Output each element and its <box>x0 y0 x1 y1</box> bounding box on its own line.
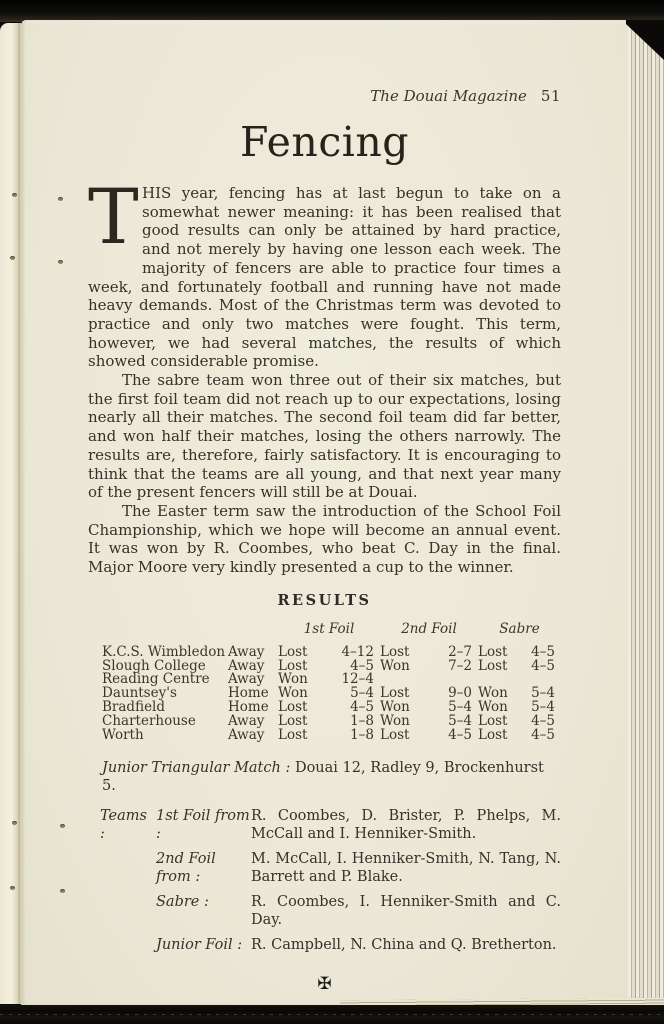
stitch-mark <box>58 197 63 201</box>
score-cell: 4–12 <box>341 643 374 660</box>
stitch-mark <box>10 256 15 260</box>
teams-label: Teams : <box>100 808 147 842</box>
result-cell: Lost <box>278 643 308 660</box>
team-entry-label: Junior Foil : <box>156 937 243 954</box>
results-column-headers <box>102 621 561 637</box>
results-heading: RESULTS <box>277 591 372 609</box>
team-name-cell: Worth <box>102 726 144 743</box>
result-cell: Lost <box>380 643 410 660</box>
column-header-2nd-foil: 2nd Foil <box>401 620 457 637</box>
score-cell: 5–4 <box>531 685 555 702</box>
column-header-sabre: Sabre <box>499 620 540 637</box>
result-cell: Won <box>478 698 508 715</box>
team-entry-names: R. Coombes, D. Brister, P. Phelps, M. McCall and I. Henniker-Smith. <box>251 808 561 842</box>
team-name-cell: Reading Centre <box>102 671 210 688</box>
maltese-cross-icon: ✠ <box>317 973 332 994</box>
article-body <box>88 172 561 577</box>
stitch-mark <box>10 886 15 890</box>
team-entry-label: 2nd Foil from : <box>156 851 216 885</box>
team-entry <box>100 894 561 929</box>
team-entry-label: 1st Foil from : <box>156 808 250 842</box>
score-cell: 4–5 <box>531 657 555 674</box>
magazine-page <box>21 20 628 1006</box>
junior-match-label: Junior Triangular Match : <box>102 760 291 777</box>
article-title: Fencing <box>239 118 410 166</box>
team-entry-names: M. McCall, I. Henniker-Smith, N. Tang, N. Barrett and P. Blake. <box>251 851 561 885</box>
result-cell: Lost <box>278 726 308 743</box>
stitch-mark <box>12 193 17 197</box>
score-cell: 4–5 <box>350 698 374 715</box>
venue-cell: Home <box>228 685 269 702</box>
result-cell: Lost <box>278 698 308 715</box>
stitch-mark <box>60 889 65 893</box>
result-cell: Lost <box>478 643 508 660</box>
score-cell: 1–8 <box>350 712 374 729</box>
drop-cap: T <box>88 172 139 261</box>
paragraph-1-text: HIS year, fencing has at last begun to take on a somewhat newer meaning: it has been realised that good results can only be attained by hard practice, and not merely by having one lesson each week. The majority of fencers are able to practice four times a week, and fortunately football and running have not made heavy demands. Most of the Christmas term was devoted to practice and only two matches were fought. This term, however, we had several matches, the results of which showed considerable promise. <box>88 184 561 371</box>
score-cell: 4–5 <box>531 726 555 743</box>
team-entry <box>100 937 561 955</box>
paragraph-3: The Easter term saw the introduction of the School Foil Championship, which we hope will become an annual event. It was won by R. Coombes, who beat C. Day in the final. Major Moore very kindly presented a cup to the winner. <box>88 501 561 577</box>
team-name-cell: K.C.S. Wimbledon <box>102 643 226 660</box>
table-row <box>102 726 561 743</box>
team-name-cell: Charterhouse <box>102 712 196 729</box>
team-entry <box>100 808 561 843</box>
venue-cell: Away <box>228 726 265 743</box>
running-head <box>88 87 561 106</box>
book-cover-top <box>0 0 664 22</box>
junior-match-line <box>88 759 561 795</box>
result-cell: Lost <box>278 712 308 729</box>
score-cell: 7–2 <box>448 657 472 674</box>
score-cell: 1–8 <box>350 726 374 743</box>
score-cell: 4–5 <box>350 657 374 674</box>
result-cell: Lost <box>278 657 308 674</box>
page-content <box>88 20 561 993</box>
stitch-mark <box>58 260 63 264</box>
book-cover-bottom <box>0 1005 664 1024</box>
team-name-cell: Dauntsey's <box>102 685 177 702</box>
venue-cell: Away <box>228 657 265 674</box>
stitch-mark <box>60 824 65 828</box>
teams-section <box>88 808 561 955</box>
paragraph-1 <box>88 172 561 371</box>
team-name-cell: Slough College <box>102 657 206 674</box>
score-cell: 9–0 <box>448 685 472 702</box>
score-cell: 5–4 <box>448 712 472 729</box>
result-cell: Won <box>380 657 410 674</box>
venue-cell: Away <box>228 643 265 660</box>
score-cell: 5–4 <box>448 698 472 715</box>
score-cell: 4–5 <box>448 726 472 743</box>
score-cell: 2–7 <box>448 643 472 660</box>
junior-match-text: Douai 12, Radley 9, Brockenhurst 5. <box>102 760 544 795</box>
result-cell: Lost <box>478 712 508 729</box>
result-cell: Won <box>278 671 308 688</box>
page-number: 51 <box>540 87 561 105</box>
result-cell: Lost <box>478 726 508 743</box>
result-cell: Won <box>278 685 308 702</box>
team-entry <box>100 851 561 886</box>
result-cell: Lost <box>478 657 508 674</box>
paragraph-2: The sabre team won three out of their six matches, but the first foil team did not reach up to our expectations, losing nearly all their matches. The second foil team did far better, and won half their matches, losing the others narrowly. The results are, therefore, fairly satisfactory. It is encouraging to think that the teams are all young, and that next year many of the present fencers will still be at Douai. <box>88 371 561 502</box>
venue-cell: Away <box>228 712 265 729</box>
stacked-page-edges <box>628 24 664 1002</box>
facing-page-edge <box>0 23 21 1004</box>
team-name-cell: Bradfield <box>102 698 166 715</box>
result-cell: Won <box>380 698 410 715</box>
result-cell: Won <box>478 685 508 702</box>
score-cell: 5–4 <box>350 685 374 702</box>
team-entry-names: R. Coombes, I. Henniker-Smith and C. Day. <box>251 894 561 928</box>
score-cell: 4–5 <box>531 712 555 729</box>
team-entry-label: Sabre : <box>156 894 209 911</box>
score-cell: 12–4 <box>341 671 374 688</box>
score-cell: 5–4 <box>531 698 555 715</box>
team-entry-names: R. Campbell, N. China and Q. Bretherton. <box>251 937 557 954</box>
column-header-1st-foil: 1st Foil <box>303 620 355 637</box>
score-cell: 4–5 <box>531 643 555 660</box>
magazine-title: The Douai Magazine <box>370 87 527 105</box>
result-cell: Lost <box>380 685 410 702</box>
result-cell: Won <box>380 712 410 729</box>
results-table <box>88 621 561 743</box>
stitch-mark <box>12 821 17 825</box>
venue-cell: Away <box>228 671 265 688</box>
venue-cell: Home <box>228 698 269 715</box>
result-cell: Lost <box>380 726 410 743</box>
